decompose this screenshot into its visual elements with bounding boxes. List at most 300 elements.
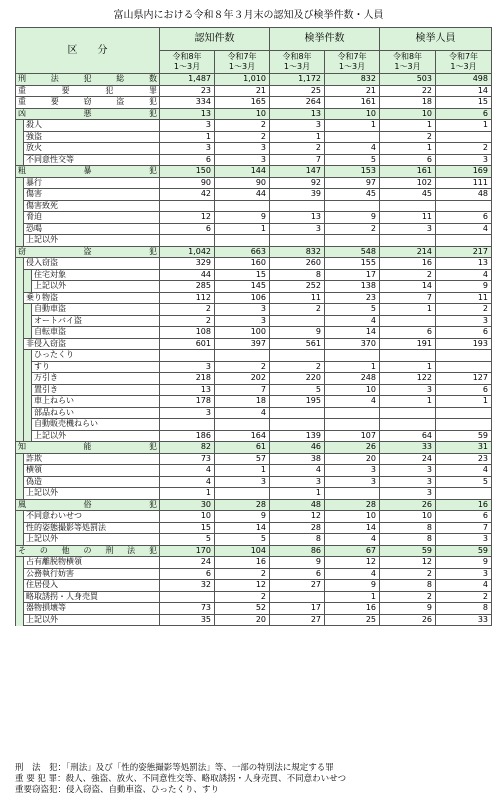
value-cell: 3 xyxy=(160,143,215,155)
row-label: 刑 法 犯 総 数 xyxy=(16,74,160,86)
value-cell: 6 xyxy=(436,327,492,339)
indent-cell xyxy=(16,338,24,350)
value-cell: 59 xyxy=(380,545,436,557)
indent-cell xyxy=(16,120,24,132)
value-cell: 3 xyxy=(160,120,215,132)
indent-cell xyxy=(16,212,24,224)
indent-cell xyxy=(24,361,32,373)
value-cell: 138 xyxy=(325,281,380,293)
value-cell: 6 xyxy=(160,568,215,580)
value-cell: 9 xyxy=(270,557,325,569)
row-label: 上記以外 xyxy=(24,235,160,247)
value-cell: 2 xyxy=(380,591,436,603)
value-cell: 44 xyxy=(215,189,270,201)
value-cell: 10 xyxy=(380,108,436,120)
value-cell: 2 xyxy=(436,304,492,316)
value-cell: 1 xyxy=(380,396,436,408)
header-group-cleared: 検挙件数 xyxy=(270,28,380,51)
table-row xyxy=(16,292,492,304)
value-cell: 33 xyxy=(436,614,492,626)
value-cell xyxy=(380,419,436,431)
value-cell: 90 xyxy=(215,177,270,189)
value-cell: 6 xyxy=(436,384,492,396)
row-label: 上記以外 xyxy=(24,534,160,546)
value-cell: 73 xyxy=(160,453,215,465)
value-cell: 57 xyxy=(215,453,270,465)
value-cell: 3 xyxy=(215,315,270,327)
value-cell: 7 xyxy=(215,384,270,396)
value-cell xyxy=(160,591,215,603)
value-cell: 4 xyxy=(325,143,380,155)
value-cell: 42 xyxy=(160,189,215,201)
value-cell: 217 xyxy=(436,246,492,258)
indent-cell xyxy=(16,281,24,293)
value-cell: 122 xyxy=(380,373,436,385)
table-row xyxy=(16,235,492,247)
table-row xyxy=(16,361,492,373)
value-cell: 2 xyxy=(380,269,436,281)
value-cell: 44 xyxy=(160,269,215,281)
indent-cell xyxy=(16,430,24,442)
value-cell: 16 xyxy=(436,499,492,511)
value-cell: 12 xyxy=(270,511,325,523)
footnote-2: 重 要 犯 罪：殺人、強盗、放火、不同意性交等、略取誘拐・人身売買、不同意わいせつ xyxy=(15,774,347,784)
value-cell: 26 xyxy=(380,499,436,511)
value-cell: 169 xyxy=(436,166,492,178)
indent-cell xyxy=(16,315,24,327)
value-cell: 2 xyxy=(380,568,436,580)
page-title: 富山県内における令和８年３月末の認知及び検挙件数・人員 xyxy=(113,10,384,21)
footnote-3: 重要窃盗犯：侵入窃盗、自動車盗、ひったくり、すり xyxy=(15,785,220,795)
value-cell: 1 xyxy=(380,143,436,155)
table-row xyxy=(16,522,492,534)
indent-cell xyxy=(16,396,24,408)
value-cell xyxy=(270,315,325,327)
value-cell: 10 xyxy=(325,108,380,120)
value-cell: 73 xyxy=(160,603,215,615)
indent-cell xyxy=(16,465,24,477)
row-label: 粗 暴 犯 xyxy=(16,166,160,178)
indent-cell xyxy=(16,327,24,339)
value-cell: 26 xyxy=(325,442,380,454)
value-cell: 1,042 xyxy=(160,246,215,258)
row-label: 暴行 xyxy=(24,177,160,189)
row-label: 非侵入窃盗 xyxy=(24,338,160,350)
table-row xyxy=(16,131,492,143)
value-cell: 3 xyxy=(215,476,270,488)
value-cell: 1 xyxy=(160,131,215,143)
value-cell: 1 xyxy=(215,465,270,477)
table-row xyxy=(16,580,492,592)
row-label: 上記以外 xyxy=(32,430,160,442)
value-cell: 2 xyxy=(215,120,270,132)
value-cell: 370 xyxy=(325,338,380,350)
value-cell: 59 xyxy=(436,430,492,442)
indent-cell xyxy=(16,534,24,546)
value-cell: 67 xyxy=(325,545,380,557)
value-cell xyxy=(325,131,380,143)
value-cell: 38 xyxy=(270,453,325,465)
value-cell: 161 xyxy=(325,97,380,109)
value-cell: 264 xyxy=(270,97,325,109)
indent-cell xyxy=(24,315,32,327)
value-cell: 1 xyxy=(215,223,270,235)
value-cell: 220 xyxy=(270,373,325,385)
value-cell: 3 xyxy=(270,476,325,488)
value-cell: 5 xyxy=(325,154,380,166)
table-row xyxy=(16,189,492,201)
value-cell: 2 xyxy=(215,568,270,580)
value-cell: 6 xyxy=(436,108,492,120)
value-cell: 1 xyxy=(160,488,215,500)
value-cell: 5 xyxy=(325,304,380,316)
value-cell: 1 xyxy=(270,131,325,143)
table-row xyxy=(16,212,492,224)
value-cell: 548 xyxy=(325,246,380,258)
indent-cell xyxy=(16,223,24,235)
value-cell: 6 xyxy=(270,568,325,580)
value-cell xyxy=(270,200,325,212)
value-cell: 2 xyxy=(215,361,270,373)
header-group-arrested: 検挙人員 xyxy=(380,28,492,51)
value-cell: 218 xyxy=(160,373,215,385)
value-cell: 104 xyxy=(215,545,270,557)
table-row xyxy=(16,85,492,97)
table-row xyxy=(16,327,492,339)
value-cell: 285 xyxy=(160,281,215,293)
value-cell: 139 xyxy=(270,430,325,442)
row-label: 重 要 窃 盗 犯 xyxy=(16,97,160,109)
value-cell: 45 xyxy=(325,189,380,201)
value-cell: 2 xyxy=(325,223,380,235)
row-label: 窃 盗 犯 xyxy=(16,246,160,258)
value-cell xyxy=(215,235,270,247)
value-cell xyxy=(270,350,325,362)
value-cell: 1 xyxy=(325,591,380,603)
value-cell xyxy=(270,591,325,603)
table-row xyxy=(16,488,492,500)
value-cell: 2 xyxy=(270,361,325,373)
indent-cell xyxy=(16,304,24,316)
row-label: 住宅対象 xyxy=(32,269,160,281)
value-cell: 22 xyxy=(380,85,436,97)
value-cell: 165 xyxy=(215,97,270,109)
indent-cell xyxy=(24,396,32,408)
value-cell: 1 xyxy=(380,120,436,132)
table-row xyxy=(16,74,492,86)
value-cell: 4 xyxy=(215,407,270,419)
table-row xyxy=(16,373,492,385)
value-cell: 48 xyxy=(436,189,492,201)
header-period: 令和8年 1～3月 xyxy=(160,51,215,74)
value-cell: 24 xyxy=(160,557,215,569)
table-row xyxy=(16,154,492,166)
table-row xyxy=(16,407,492,419)
value-cell: 23 xyxy=(325,292,380,304)
value-cell: 1 xyxy=(380,304,436,316)
table-row xyxy=(16,281,492,293)
value-cell: 8 xyxy=(436,603,492,615)
value-cell: 32 xyxy=(160,580,215,592)
row-label: 重 要 犯 罪 xyxy=(16,85,160,97)
value-cell: 3 xyxy=(380,476,436,488)
indent-cell xyxy=(16,580,24,592)
indent-cell xyxy=(16,131,24,143)
row-label: 詐欺 xyxy=(24,453,160,465)
value-cell: 3 xyxy=(436,315,492,327)
value-cell: 498 xyxy=(436,74,492,86)
row-label: 傷害致死 xyxy=(24,200,160,212)
value-cell: 3 xyxy=(270,120,325,132)
value-cell: 17 xyxy=(270,603,325,615)
value-cell: 21 xyxy=(325,85,380,97)
value-cell: 46 xyxy=(270,442,325,454)
value-cell: 150 xyxy=(160,166,215,178)
value-cell: 61 xyxy=(215,442,270,454)
value-cell: 9 xyxy=(270,327,325,339)
table-row xyxy=(16,534,492,546)
value-cell: 8 xyxy=(380,534,436,546)
value-cell: 191 xyxy=(380,338,436,350)
value-cell: 48 xyxy=(270,499,325,511)
value-cell: 9 xyxy=(325,580,380,592)
value-cell: 663 xyxy=(215,246,270,258)
table-row xyxy=(16,108,492,120)
value-cell: 214 xyxy=(380,246,436,258)
indent-cell xyxy=(16,235,24,247)
indent-cell xyxy=(16,568,24,580)
table-row xyxy=(16,120,492,132)
value-cell: 27 xyxy=(270,614,325,626)
row-label: 凶 悪 犯 xyxy=(16,108,160,120)
indent-cell xyxy=(16,419,24,431)
value-cell: 170 xyxy=(160,545,215,557)
value-cell: 18 xyxy=(380,97,436,109)
header-period: 令和8年 1～3月 xyxy=(270,51,325,74)
value-cell: 832 xyxy=(325,74,380,86)
value-cell: 11 xyxy=(270,292,325,304)
value-cell xyxy=(436,407,492,419)
row-label: 不同意性交等 xyxy=(24,154,160,166)
row-label: 侵入窃盗 xyxy=(24,258,160,270)
row-label: 強盗 xyxy=(24,131,160,143)
value-cell: 39 xyxy=(270,189,325,201)
value-cell: 4 xyxy=(436,465,492,477)
indent-cell xyxy=(24,407,32,419)
value-cell xyxy=(380,200,436,212)
value-cell: 160 xyxy=(215,258,270,270)
header-period: 令和7年 1～3月 xyxy=(436,51,492,74)
value-cell: 13 xyxy=(436,258,492,270)
indent-cell xyxy=(24,350,32,362)
indent-cell xyxy=(24,327,32,339)
value-cell: 11 xyxy=(380,212,436,224)
table-row xyxy=(16,465,492,477)
value-cell: 1,487 xyxy=(160,74,215,86)
value-cell: 334 xyxy=(160,97,215,109)
indent-cell xyxy=(16,361,24,373)
value-cell xyxy=(215,419,270,431)
value-cell: 3 xyxy=(215,304,270,316)
value-cell: 15 xyxy=(160,522,215,534)
indent-cell xyxy=(24,269,32,281)
value-cell xyxy=(270,407,325,419)
table-row xyxy=(16,304,492,316)
value-cell: 5 xyxy=(270,384,325,396)
header-group-recognized: 認知件数 xyxy=(160,28,270,51)
value-cell: 14 xyxy=(325,327,380,339)
footnote-1: 刑 法 犯：「刑法」及び「性的姿態撮影等処罰法」等、一部の特別法に規定する罪 xyxy=(15,763,334,773)
value-cell: 1 xyxy=(436,396,492,408)
value-cell: 9 xyxy=(436,557,492,569)
value-cell xyxy=(215,488,270,500)
value-cell: 4 xyxy=(436,580,492,592)
value-cell: 2 xyxy=(270,304,325,316)
row-label: 部品ねらい xyxy=(32,407,160,419)
value-cell xyxy=(160,235,215,247)
value-cell: 5 xyxy=(436,476,492,488)
value-cell: 329 xyxy=(160,258,215,270)
value-cell: 145 xyxy=(215,281,270,293)
value-cell xyxy=(380,407,436,419)
value-cell: 17 xyxy=(325,269,380,281)
value-cell: 9 xyxy=(436,281,492,293)
row-label: 偽造 xyxy=(24,476,160,488)
value-cell: 25 xyxy=(270,85,325,97)
value-cell xyxy=(325,235,380,247)
value-cell: 503 xyxy=(380,74,436,86)
value-cell: 12 xyxy=(215,580,270,592)
table-row xyxy=(16,419,492,431)
value-cell: 2 xyxy=(436,591,492,603)
indent-cell xyxy=(16,269,24,281)
value-cell: 6 xyxy=(380,327,436,339)
value-cell: 7 xyxy=(436,522,492,534)
value-cell: 10 xyxy=(215,108,270,120)
value-cell: 102 xyxy=(380,177,436,189)
row-label: オートバイ盗 xyxy=(32,315,160,327)
value-cell: 1,010 xyxy=(215,74,270,86)
value-cell xyxy=(436,131,492,143)
value-cell: 28 xyxy=(215,499,270,511)
value-cell: 2 xyxy=(380,131,436,143)
value-cell: 14 xyxy=(436,85,492,97)
table-row xyxy=(16,453,492,465)
value-cell: 11 xyxy=(436,292,492,304)
value-cell: 16 xyxy=(325,603,380,615)
table-row xyxy=(16,223,492,235)
value-cell: 20 xyxy=(215,614,270,626)
table-row xyxy=(16,246,492,258)
value-cell: 2 xyxy=(215,591,270,603)
value-cell xyxy=(215,350,270,362)
value-cell: 3 xyxy=(215,154,270,166)
row-label: ひったくり xyxy=(32,350,160,362)
value-cell: 9 xyxy=(325,212,380,224)
row-label: 横領 xyxy=(24,465,160,477)
footnotes xyxy=(15,763,346,796)
header-category: 区 分 xyxy=(16,28,160,74)
indent-cell xyxy=(16,189,24,201)
value-cell: 1 xyxy=(325,120,380,132)
value-cell: 7 xyxy=(270,154,325,166)
value-cell: 6 xyxy=(160,223,215,235)
value-cell: 25 xyxy=(325,614,380,626)
value-cell xyxy=(160,200,215,212)
table-row xyxy=(16,166,492,178)
value-cell: 12 xyxy=(160,212,215,224)
table-row xyxy=(16,177,492,189)
indent-cell xyxy=(16,292,24,304)
value-cell: 45 xyxy=(380,189,436,201)
value-cell: 3 xyxy=(270,223,325,235)
value-cell: 14 xyxy=(380,281,436,293)
value-cell: 832 xyxy=(270,246,325,258)
value-cell: 6 xyxy=(380,154,436,166)
row-label: 略取誘拐・人身売買 xyxy=(24,591,160,603)
indent-cell xyxy=(16,384,24,396)
table-row xyxy=(16,97,492,109)
indent-cell xyxy=(16,557,24,569)
table-row xyxy=(16,315,492,327)
row-label: 殺人 xyxy=(24,120,160,132)
indent-cell xyxy=(24,373,32,385)
row-label: 傷害 xyxy=(24,189,160,201)
indent-cell xyxy=(16,522,24,534)
value-cell: 2 xyxy=(436,143,492,155)
value-cell: 86 xyxy=(270,545,325,557)
indent-cell xyxy=(16,603,24,615)
value-cell: 2 xyxy=(160,304,215,316)
row-label: 放火 xyxy=(24,143,160,155)
value-cell: 90 xyxy=(160,177,215,189)
row-label: 上記以外 xyxy=(24,614,160,626)
table-row xyxy=(16,384,492,396)
value-cell xyxy=(160,419,215,431)
value-cell: 144 xyxy=(215,166,270,178)
table-row xyxy=(16,396,492,408)
crime-statistics-table xyxy=(15,27,492,626)
row-label: 乗り物盗 xyxy=(24,292,160,304)
value-cell: 112 xyxy=(160,292,215,304)
table-row xyxy=(16,603,492,615)
value-cell: 10 xyxy=(380,511,436,523)
value-cell: 3 xyxy=(380,488,436,500)
value-cell: 8 xyxy=(380,580,436,592)
value-cell: 26 xyxy=(380,614,436,626)
row-label: 公務執行妨害 xyxy=(24,568,160,580)
indent-cell xyxy=(24,281,32,293)
indent-cell xyxy=(16,591,24,603)
table-row xyxy=(16,591,492,603)
value-cell: 5 xyxy=(160,534,215,546)
value-cell: 13 xyxy=(160,108,215,120)
value-cell: 1,172 xyxy=(270,74,325,86)
value-cell: 10 xyxy=(160,511,215,523)
indent-cell xyxy=(16,511,24,523)
header-period: 令和8年 1～3月 xyxy=(380,51,436,74)
value-cell: 155 xyxy=(325,258,380,270)
value-cell: 100 xyxy=(215,327,270,339)
value-cell: 193 xyxy=(436,338,492,350)
value-cell: 4 xyxy=(160,465,215,477)
row-label: 自動車盗 xyxy=(32,304,160,316)
table-row xyxy=(16,568,492,580)
value-cell: 3 xyxy=(325,476,380,488)
header-period: 令和7年 1～3月 xyxy=(325,51,380,74)
value-cell: 9 xyxy=(215,212,270,224)
value-cell: 1 xyxy=(325,361,380,373)
